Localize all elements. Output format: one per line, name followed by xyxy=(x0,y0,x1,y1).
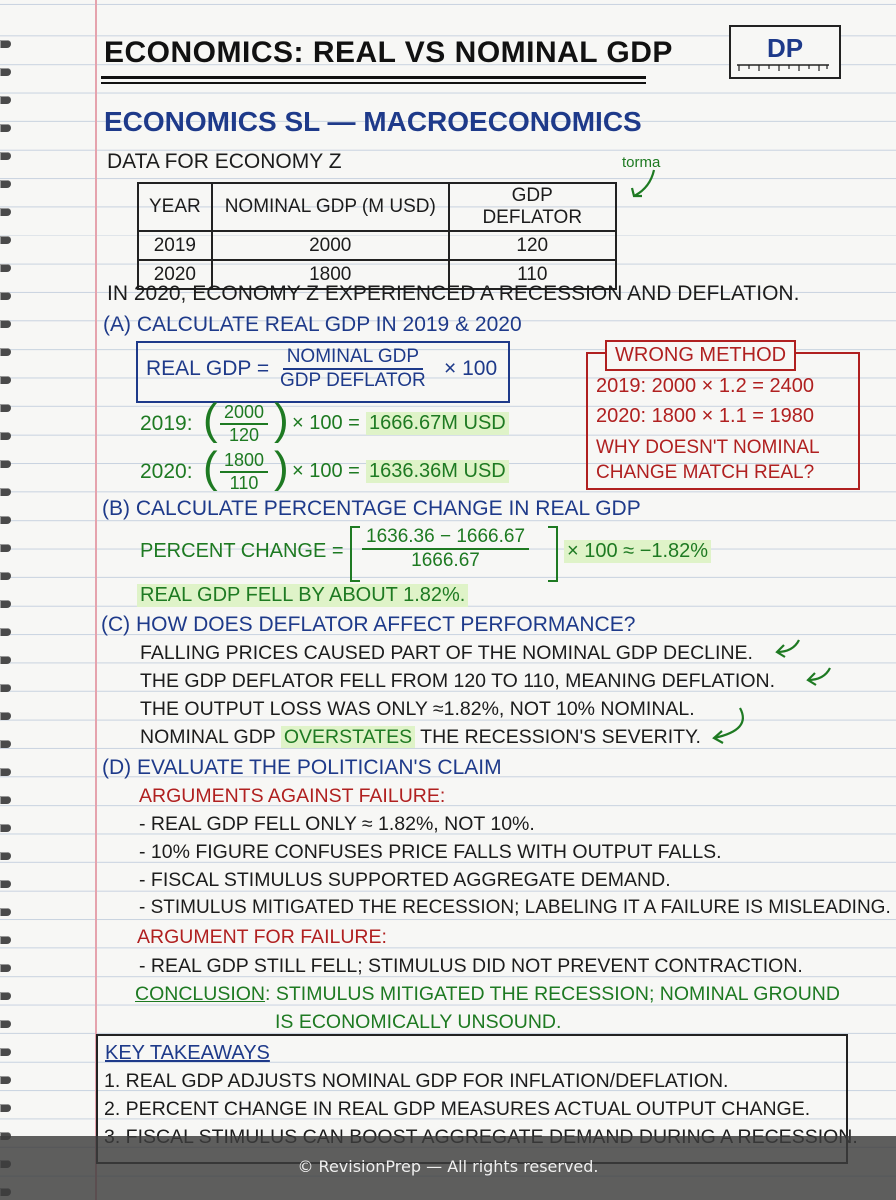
binding-ring xyxy=(0,208,11,216)
binding-ring xyxy=(0,376,11,384)
table-header-row xyxy=(138,183,616,231)
formula-denominator: GDP DEFLATOR xyxy=(280,370,426,391)
percent-change-result: × 100 ≈ −1.82% xyxy=(564,540,711,563)
calc-2020-label: 2020: xyxy=(140,460,193,483)
binding-ring xyxy=(0,936,11,944)
wrong-method-title: WRONG METHOD xyxy=(605,340,796,371)
calc-2019-times: × 100 = xyxy=(292,412,360,434)
calc-2019-fraction xyxy=(220,402,268,446)
binding-ring xyxy=(0,68,11,76)
binding-ring xyxy=(0,796,11,804)
bracket-left xyxy=(350,526,360,582)
binding-ring xyxy=(0,572,11,580)
binding-ring xyxy=(0,1104,11,1112)
highlight-overstates: OVERSTATES xyxy=(281,726,415,748)
title-underline-secondary xyxy=(101,82,646,84)
table-header-cell: YEAR xyxy=(138,183,212,231)
calc-2020-fraction xyxy=(220,450,268,494)
bracket-right xyxy=(548,526,558,582)
binding-ring xyxy=(0,544,11,552)
formula-numerator: NOMINAL GDP xyxy=(283,346,423,370)
list-item: - STIMULUS MITIGATED THE RECESSION; LABELING IT A FAILURE IS MISLEADING. xyxy=(139,897,891,918)
calc-2019-result: 1666.67M USD xyxy=(366,412,509,435)
part-b-heading: (B) CALCULATE PERCENTAGE CHANGE IN REAL GDP xyxy=(102,497,641,520)
margin-line xyxy=(95,0,97,1200)
binding-ring xyxy=(0,1048,11,1056)
wrong-method-line: 2019: 2000 × 1.2 = 2400 xyxy=(596,375,814,397)
curved-arrow-icon xyxy=(706,704,750,744)
binding-ring xyxy=(0,964,11,972)
binding-ring xyxy=(0,852,11,860)
dp-logo xyxy=(729,25,841,79)
percent-change-numerator: 1636.36 − 1666.67 xyxy=(362,526,529,550)
wrong-method-line: CHANGE MATCH REAL? xyxy=(596,462,815,483)
percent-change-denominator: 1666.67 xyxy=(411,550,480,571)
list-item: - FISCAL STIMULUS SUPPORTED AGGREGATE DEMAND. xyxy=(139,869,671,891)
binding-ring xyxy=(0,880,11,888)
list-item: - 10% FIGURE CONFUSES PRICE FALLS WITH OUTPUT FALLS. xyxy=(139,841,722,863)
calc-2019-numerator: 2000 xyxy=(220,402,268,425)
calc-2020-numerator: 1800 xyxy=(220,450,268,473)
for-heading: ARGUMENT FOR FAILURE: xyxy=(137,926,387,948)
binding-ring xyxy=(0,96,11,104)
paren-right: ) xyxy=(274,443,289,492)
conclusion-text: : STIMULUS MITIGATED THE RECESSION; NOMINAL GROUND xyxy=(265,983,840,1005)
title-underline xyxy=(101,76,646,79)
binding-ring xyxy=(0,516,11,524)
conclusion-label: CONCLUSION xyxy=(135,983,266,1005)
binding-ring xyxy=(0,600,11,608)
takeaway-item: 2. PERCENT CHANGE IN REAL GDP MEASURES ACTUAL OUTPUT CHANGE. xyxy=(104,1098,811,1120)
table-cell: 120 xyxy=(449,231,616,260)
wrong-method-line: WHY DOESN'T NOMINAL xyxy=(596,437,820,458)
paren-right: ) xyxy=(274,395,289,444)
calc-2019-label: 2019: xyxy=(140,412,193,435)
binding-ring xyxy=(0,488,11,496)
gdp-data-table xyxy=(137,182,617,290)
section-subtitle: ECONOMICS SL — MACROECONOMICS xyxy=(104,106,642,137)
ruler-ticks-icon xyxy=(731,27,835,73)
percent-change-label: PERCENT CHANGE = xyxy=(140,540,344,562)
conclusion-line xyxy=(135,983,840,1006)
binding-ring xyxy=(0,432,11,440)
logo-text: DP xyxy=(766,33,804,63)
copyright-text: © RevisionPrep — All rights reserved. xyxy=(297,1157,599,1176)
page-title: ECONOMICS: REAL VS NOMINAL GDP xyxy=(104,36,673,69)
part-c-line: THE GDP DEFLATOR FELL FROM 120 TO 110, MEANING DEFLATION. xyxy=(140,670,775,692)
binding-ring xyxy=(0,740,11,748)
formula-rhs: × 100 xyxy=(444,357,498,380)
part-c-line: THE OUTPUT LOSS WAS ONLY ≈1.82%, NOT 10% NOMINAL. xyxy=(140,698,695,720)
table-cell: 1800 xyxy=(212,260,449,289)
list-item: - REAL GDP STILL FELL; STIMULUS DID NOT PREVENT CONTRACTION. xyxy=(139,955,803,977)
left-arrow-icon xyxy=(804,664,834,688)
paren-left: ( xyxy=(203,443,218,492)
binding-ring xyxy=(0,292,11,300)
table-cell: 2020 xyxy=(138,260,212,289)
takeaway-item: 1. REAL GDP ADJUSTS NOMINAL GDP FOR INFLATION/DEFLATION. xyxy=(104,1070,729,1092)
binding-ring xyxy=(0,824,11,832)
table-cell: 2019 xyxy=(138,231,212,260)
table-row xyxy=(138,231,616,260)
binding-ring xyxy=(0,628,11,636)
binding-ring xyxy=(0,404,11,412)
part-a-heading: (A) CALCULATE REAL GDP IN 2019 & 2020 xyxy=(103,313,522,336)
wrong-method-line: 2020: 1800 × 1.1 = 1980 xyxy=(596,405,814,427)
calc-2019-denominator: 120 xyxy=(229,425,260,445)
binding-ring xyxy=(0,684,11,692)
part-c-text: THE RECESSION'S SEVERITY. xyxy=(420,726,701,748)
table-cell: 110 xyxy=(449,260,616,289)
calc-2020-result: 1636.36M USD xyxy=(366,460,509,483)
percent-change-fraction xyxy=(362,526,529,572)
list-item: - REAL GDP FELL ONLY ≈ 1.82%, NOT 10%. xyxy=(139,813,535,835)
intro-text: IN 2020, ECONOMY Z EXPERIENCED A RECESSION AND DEFLATION. xyxy=(107,282,800,305)
formula-lhs: REAL GDP = xyxy=(146,357,270,380)
binding-ring xyxy=(0,908,11,916)
data-label: DATA FOR ECONOMY Z xyxy=(107,150,342,173)
paren-left: ( xyxy=(203,395,218,444)
table-header-cell: GDP DEFLATOR xyxy=(449,183,616,231)
binding-ring xyxy=(0,992,11,1000)
binding-ring xyxy=(0,40,11,48)
binding-ring xyxy=(0,1020,11,1028)
left-arrow-icon xyxy=(773,636,803,660)
part-c-line xyxy=(140,726,701,749)
binding-ring xyxy=(0,124,11,132)
calc-2020-times: × 100 = xyxy=(292,460,360,482)
binding-ring xyxy=(0,264,11,272)
part-b-conclusion: REAL GDP FELL BY ABOUT 1.82%. xyxy=(137,584,468,607)
binding-ring xyxy=(0,152,11,160)
handwritten-annotation: torma xyxy=(622,154,661,171)
table-header-cell: NOMINAL GDP (M USD) xyxy=(212,183,449,231)
spiral-binding xyxy=(0,0,16,1200)
binding-ring xyxy=(0,348,11,356)
table-cell: 2000 xyxy=(212,231,449,260)
binding-ring xyxy=(0,656,11,664)
against-heading: ARGUMENTS AGAINST FAILURE: xyxy=(139,785,446,807)
binding-ring xyxy=(0,768,11,776)
binding-ring xyxy=(0,1076,11,1084)
conclusion-line-2: IS ECONOMICALLY UNSOUND. xyxy=(275,1011,562,1033)
part-c-heading: (C) HOW DOES DEFLATOR AFFECT PERFORMANCE? xyxy=(101,613,636,636)
curved-arrow-icon xyxy=(628,166,662,204)
part-c-line: FALLING PRICES CAUSED PART OF THE NOMINAL GDP DECLINE. xyxy=(140,642,753,664)
part-d-heading: (D) EVALUATE THE POLITICIAN'S CLAIM xyxy=(102,756,502,779)
binding-ring xyxy=(0,460,11,468)
binding-ring xyxy=(0,236,11,244)
key-takeaways-heading: KEY TAKEAWAYS xyxy=(105,1042,270,1064)
part-c-text: NOMINAL GDP xyxy=(140,726,276,748)
binding-ring xyxy=(0,320,11,328)
formula-fraction xyxy=(276,346,430,392)
binding-ring xyxy=(0,180,11,188)
calc-2020-denominator: 110 xyxy=(229,473,259,493)
binding-ring xyxy=(0,712,11,720)
